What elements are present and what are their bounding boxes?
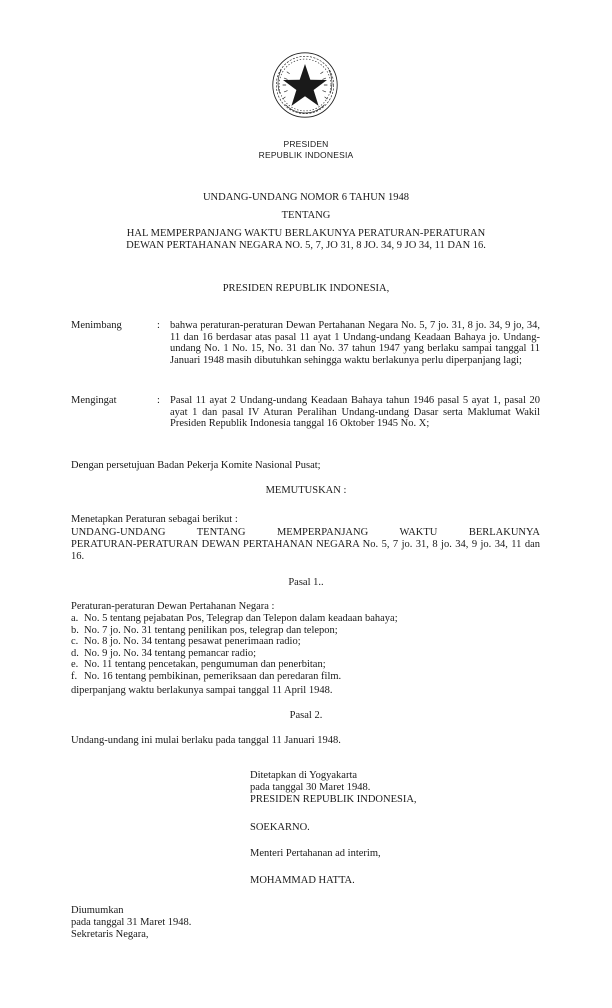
law-subject-line2: DEWAN PERTAHANAN NEGARA NO. 5, 7, JO 31, 8 JO. 34, 9 JO 34, 11 DAN 16. [126, 240, 486, 251]
pasal1-list [71, 613, 541, 682]
decree-rest: PERATURAN-PERATURAN DEWAN PERTAHANAN NEGARA No. 5, 7 jo. 31, 8 jo. 34, 9 jo. 34, 11 dan 16. [71, 539, 540, 562]
pasal2-heading: Pasal 2. [289, 710, 323, 721]
signature-place: Ditetapkan di Yogyakarta [250, 770, 358, 781]
signature-date: pada tanggal 30 Maret 1948. [250, 782, 371, 793]
menimbang-colon: : [157, 320, 160, 331]
list-item [71, 671, 541, 683]
list-item [71, 659, 541, 671]
pasal1-intro: Peraturan-peraturan Dewan Pertahanan Negara : [71, 601, 275, 612]
signature-title: PRESIDEN REPUBLIK INDONESIA, [250, 794, 417, 805]
mengingat-colon: : [157, 395, 160, 406]
presidential-emblem [270, 50, 340, 120]
list-item-letter: f. [71, 670, 78, 682]
star-wreath-icon [270, 50, 340, 120]
letterhead-line2: REPUBLIK INDONESIA [258, 150, 354, 160]
minister-name: MOHAMMAD HATTA. [250, 875, 355, 886]
list-item-letter: c. [71, 636, 79, 647]
mengingat-text: Pasal 11 ayat 2 Undang-undang Keadaan Bahaya tahun 1946 pasal 5 ayat 1, pasal 20 ayat 1 dan pasal IV Aturan Peralihan Undang-undang Dasar serta Maklumat Wakil Presiden Republik Indonesia tanggal 16 Oktober 1945 No. X; [170, 395, 540, 429]
president-name: SOEKARNO. [250, 822, 310, 833]
president-heading: PRESIDEN REPUBLIK INDONESIA, [222, 283, 390, 294]
list-item [71, 613, 541, 625]
decree-line1: UNDANG-UNDANG TENTANG MEMPERPANJANG WAKTU BERLAKUNYA [71, 527, 540, 538]
promulgation-line2: pada tanggal 31 Maret 1948. [71, 917, 192, 928]
promulgation-line1: Diumumkan [71, 905, 124, 916]
list-item-text: No. 8 jo. No. 34 tentang pesawat penerimaan radio; [84, 636, 301, 647]
list-item-text: No. 11 tentang pencetakan, pengumuman dan penerbitan; [84, 659, 326, 670]
memutuskan-heading: MEMUTUSKAN : [265, 485, 347, 496]
list-item [71, 636, 541, 648]
promulgation-line3: Sekretaris Negara, [71, 929, 149, 940]
list-item [71, 648, 541, 660]
list-item-letter: e. [71, 659, 79, 670]
minister-title: Menteri Pertahanan ad interim, [250, 848, 381, 859]
menimbang-text: bahwa peraturan-peraturan Dewan Pertahanan Negara No. 5, 7 jo. 31, 8 jo. 34, 9 jo, 34, 11 dan 16 berdasar atas pasal 11 ayat 1 Undang-undang Keadaan Bahaya jo. Undang-undang No. 1 No. 15, No. 31 dan No. 37 tahun 1947 yang berlaku sampai tanggal 11 Januari 1948 masih dibutuhkan sehingga waktu berlakunya perlu diperpanjang lagi; [170, 320, 540, 366]
list-item [71, 625, 541, 637]
pasal1-heading: Pasal 1.. [288, 577, 324, 588]
menimbang-label: Menimbang [71, 320, 122, 331]
pasal2-text: Undang-undang ini mulai berlaku pada tanggal 11 Januari 1948. [71, 735, 341, 746]
letterhead-line1: PRESIDEN [283, 139, 329, 149]
law-subject-line1: HAL MEMPERPANJANG WAKTU BERLAKUNYA PERATURAN-PERATURAN [126, 228, 486, 239]
law-title: UNDANG-UNDANG NOMOR 6 TAHUN 1948 [202, 192, 410, 203]
persetujuan-text: Dengan persetujuan Badan Pekerja Komite Nasional Pusat; [71, 460, 321, 471]
pasal1-closing: diperpanjang waktu berlakunya sampai tanggal 11 April 1948. [71, 685, 333, 696]
list-item-text: No. 16 tentang pembikinan, pemeriksaan dan peredaran film. [84, 670, 342, 682]
law-subtitle-tentang: TENTANG [281, 210, 331, 221]
list-item-letter: a. [71, 613, 79, 624]
mengingat-label: Mengingat [71, 395, 117, 406]
list-item-letter: b. [71, 624, 79, 636]
list-item-text: No. 7 jo. No. 31 tentang penilikan pos, telegrap dan telepon; [84, 624, 338, 636]
list-item-text: No. 9 jo. No. 34 tentang pemancar radio; [84, 647, 257, 659]
menetapkan-text: Menetapkan Peraturan sebagai berikut : [71, 514, 238, 525]
list-item-letter: d. [71, 647, 79, 659]
list-item-text: No. 5 tentang pejabatan Pos, Telegrap dan Telepon dalam keadaan bahaya; [84, 613, 398, 624]
